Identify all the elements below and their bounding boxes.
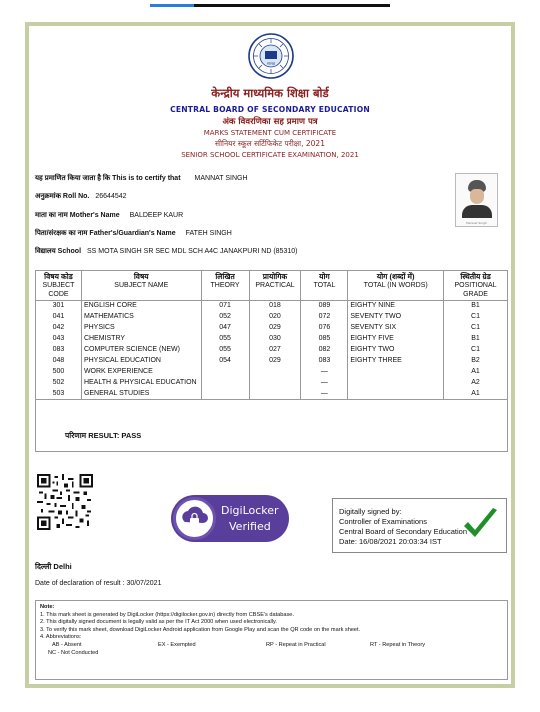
abbr-item: RT - Repeat in Theory: [370, 641, 426, 648]
col-header-total: योग TOTAL: [301, 271, 348, 301]
theory-marks: 071: [201, 301, 249, 312]
practical-marks: [249, 378, 301, 389]
table-row: [36, 312, 508, 323]
table-row: [36, 334, 508, 345]
grade: C1: [444, 323, 508, 334]
svg-text:मानव: मानव: [267, 61, 275, 66]
total-words: EIGHTY FIVE: [348, 334, 444, 345]
grade: B1: [444, 301, 508, 312]
subject-name: ENGLISH CORE: [81, 301, 201, 312]
table-header-row: [36, 271, 508, 301]
practical-marks: 018: [249, 301, 301, 312]
note-item: 4. Abbreviations:: [40, 634, 82, 641]
doc-title-english: MARKS STATEMENT CUM CERTIFICATE: [203, 129, 337, 137]
table-row: [36, 378, 508, 389]
subject-code: 503: [36, 389, 82, 400]
table-row: [36, 367, 508, 378]
theory-marks: 055: [201, 334, 249, 345]
theory-marks: [201, 378, 249, 389]
digilocker-label: DigiLocker: [221, 504, 279, 517]
table-row: [36, 356, 508, 367]
digilocker-logo-icon: [173, 497, 216, 540]
mother-name: BALDEEP KAUR: [129, 212, 184, 219]
doc-title-hindi: अंक विवरणिका सह प्रमाण पत्र: [222, 117, 318, 127]
total-marks: 082: [301, 345, 348, 356]
total-words: [348, 389, 444, 400]
subject-code: 048: [36, 356, 82, 367]
theory-marks: 052: [201, 312, 249, 323]
place-of-issue: दिल्ली Delhi: [35, 562, 72, 571]
notes-box: [35, 600, 508, 680]
mother-row: [35, 211, 183, 220]
total-marks: 076: [301, 323, 348, 334]
signature-line3: Central Board of Secondary Education: [339, 527, 467, 536]
roll-number: 26644542: [95, 193, 127, 200]
mother-label: माता का नाम Mother's Name: [35, 212, 120, 219]
father-row: [35, 229, 232, 238]
table-row: [36, 345, 508, 356]
abbr-item: EX - Exempted: [158, 641, 196, 648]
student-name: MANNAT SINGH: [194, 175, 248, 182]
subject-name: HEALTH & PHYSICAL EDUCATION: [81, 378, 201, 389]
certificate-frame: [25, 22, 515, 688]
practical-marks: 020: [249, 312, 301, 323]
father-name: FATEH SINGH: [185, 230, 232, 237]
subject-code: 042: [36, 323, 82, 334]
marks-table: [35, 270, 508, 400]
grade: B1: [444, 334, 508, 345]
note-item: 2. This digitally signed document is legally valid as per the IT Act 2000 when used electronically.: [40, 619, 277, 626]
school-label: विद्यालय School: [35, 248, 82, 255]
grade: A1: [444, 367, 508, 378]
top-bar: [150, 4, 390, 7]
total-words: EIGHTY TWO: [348, 345, 444, 356]
total-words: EIGHTY THREE: [348, 356, 444, 367]
theory-marks: [201, 367, 249, 378]
subject-code: 043: [36, 334, 82, 345]
student-photo: [455, 173, 498, 227]
note-item: 1. This mark sheet is generated by DigiLocker (https://digilocker.gov.in) directly from CBSE's database.: [40, 611, 294, 618]
col-header-code: विषय कोड SUBJECT CODE: [36, 271, 82, 301]
subject-name: MATHEMATICS: [81, 312, 201, 323]
total-words: [348, 367, 444, 378]
grade: B2: [444, 356, 508, 367]
certify-label: यह प्रमाणित किया जाता है कि This is to certify that: [35, 175, 181, 182]
roll-row: [35, 192, 127, 201]
col-header-practical: प्रायोगिक PRACTICAL: [249, 271, 301, 301]
signature-date: Date: 16/08/2021 20:03:34 IST: [339, 537, 442, 546]
school-name: SS MOTA SINGH SR SEC MDL SCH A4C JANAKPURI ND (85310): [87, 248, 298, 255]
col-header-words: योग (शब्दों में) TOTAL (IN WORDS): [348, 271, 444, 301]
total-words: EIGHTY NINE: [348, 301, 444, 312]
grade: A2: [444, 378, 508, 389]
total-words: [348, 378, 444, 389]
subject-code: 083: [36, 345, 82, 356]
signature-line1: Digitally signed by:: [339, 507, 402, 516]
grade: A1: [444, 389, 508, 400]
total-marks: 085: [301, 334, 348, 345]
abbr-item: NC - Not Conducted: [48, 649, 99, 656]
grade: C1: [444, 345, 508, 356]
total-marks: 089: [301, 301, 348, 312]
subject-name: CHEMISTRY: [81, 334, 201, 345]
subject-code: 041: [36, 312, 82, 323]
qr-code-icon[interactable]: [37, 474, 93, 530]
subject-name: GENERAL STUDIES: [81, 389, 201, 400]
abbreviations-row: [40, 642, 503, 650]
table-row: [36, 301, 508, 312]
board-name-english: CENTRAL BOARD OF SECONDARY EDUCATION: [170, 105, 370, 114]
subject-name: WORK EXPERIENCE: [81, 367, 201, 378]
practical-marks: 029: [249, 323, 301, 334]
subject-code: 502: [36, 378, 82, 389]
total-marks: 083: [301, 356, 348, 367]
father-label: पिता/संरक्षक का नाम Father's/Guardian's Name: [35, 230, 176, 237]
practical-marks: [249, 389, 301, 400]
total-words: SEVENTY SIX: [348, 323, 444, 334]
practical-marks: 027: [249, 345, 301, 356]
top-bar-accent: [150, 4, 194, 7]
roll-label: अनुक्रमांक Roll No.: [35, 193, 90, 200]
col-header-name: विषय SUBJECT NAME: [81, 271, 201, 301]
subject-name: COMPUTER SCIENCE (NEW): [81, 345, 201, 356]
total-marks: 072: [301, 312, 348, 323]
notes-title: Note:: [40, 604, 55, 610]
subject-code: 500: [36, 367, 82, 378]
theory-marks: 054: [201, 356, 249, 367]
green-check-icon: [460, 504, 500, 544]
col-header-theory: लिखित THEORY: [201, 271, 249, 301]
subject-name: PHYSICS: [81, 323, 201, 334]
photo-caption: Mannat Singh: [466, 221, 487, 225]
total-words: SEVENTY TWO: [348, 312, 444, 323]
digital-signature-box[interactable]: [332, 498, 507, 553]
verified-label: Verified: [229, 520, 271, 533]
board-name-hindi: केन्द्रीय माध्यमिक शिक्षा बोर्ड: [211, 86, 329, 100]
grade: C1: [444, 312, 508, 323]
table-row: [36, 323, 508, 334]
theory-marks: 055: [201, 345, 249, 356]
exam-title-english: SENIOR SCHOOL CERTIFICATE EXAMINATION, 2021: [181, 151, 359, 159]
practical-marks: [249, 367, 301, 378]
practical-marks: 029: [249, 356, 301, 367]
abbr-item: AB - Absent: [52, 641, 82, 648]
student-name-row: [35, 174, 248, 183]
abbr-item: RP - Repeat in Practical: [266, 641, 326, 648]
signature-line2: Controller of Examinations: [339, 517, 427, 526]
digilocker-verified-badge: [171, 495, 289, 542]
col-header-grade: स्थितीय ग्रेड POSITIONAL GRADE: [444, 271, 508, 301]
practical-marks: 030: [249, 334, 301, 345]
subject-code: 301: [36, 301, 82, 312]
theory-marks: [201, 389, 249, 400]
declaration-date: Date of declaration of result : 30/07/2021: [35, 580, 162, 587]
total-marks: —: [301, 367, 348, 378]
subject-name: PHYSICAL EDUCATION: [81, 356, 201, 367]
school-row: [35, 247, 297, 256]
note-item: 3. To verify this mark sheet, download DigiLocker Android application from Google Play and scan the QR code on the mark sheet.: [40, 626, 361, 633]
theory-marks: 047: [201, 323, 249, 334]
table-row: [36, 389, 508, 400]
exam-title-hindi: सीनियर स्कूल सर्टिफिकेट परीक्षा, 2021: [215, 139, 325, 148]
total-marks: —: [301, 389, 348, 400]
total-marks: —: [301, 378, 348, 389]
cbse-logo-icon: [248, 33, 294, 79]
result-text: परिणाम RESULT: PASS: [65, 431, 142, 440]
